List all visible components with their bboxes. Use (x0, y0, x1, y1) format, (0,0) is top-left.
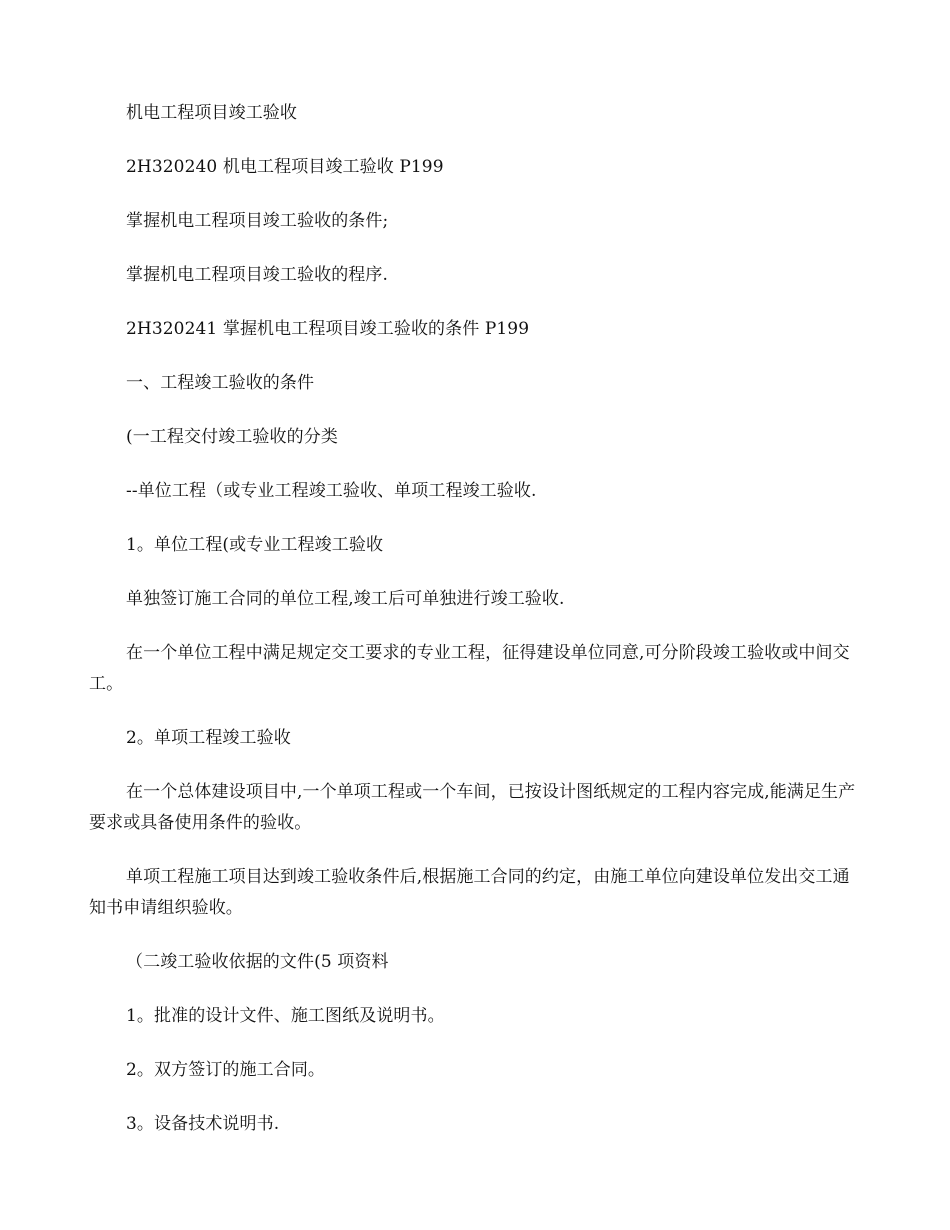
subsection-heading: (一工程交付竣工验收的分类 (126, 427, 338, 447)
document-body (89, 98, 861, 1140)
subsection-heading: 一、工程竣工验收的条件 (126, 373, 315, 393)
paragraph: 单独签订施工合同的单位工程,竣工后可单独进行竣工验收. (126, 589, 565, 609)
paragraph: 单项工程施工项目达到竣工验收条件后,根据施工合同的约定，由施工单位向建设单位发出交工通知书申请组织验收。 (89, 867, 850, 918)
list-item: 2。单项工程竣工验收 (126, 728, 291, 748)
paragraph: 在一个总体建设项目中,一个单项工程或一个车间，已按设计图纸规定的工程内容完成,能满足生产要求或具备使用条件的验收。 (89, 782, 856, 833)
paragraph: 掌握机电工程项目竣工验收的程序. (126, 265, 389, 285)
paragraph: --单位工程（或专业工程竣工验收、单项工程竣工验收. (126, 481, 537, 501)
list-item: 1。批准的设计文件、施工图纸及说明书。 (126, 1006, 445, 1026)
document-title: 机电工程项目竣工验收 (126, 103, 297, 123)
paragraph: 在一个单位工程中满足规定交工要求的专业工程，征得建设单位同意,可分阶段竣工验收或中间交工。 (89, 643, 850, 694)
list-item: 1。单位工程(或专业工程竣工验收 (126, 535, 384, 555)
subsection-heading: （二竣工验收依据的文件(5 项资料 (126, 952, 389, 972)
paragraph: 掌握机电工程项目竣工验收的条件; (126, 211, 389, 231)
section-heading: 2H320240 机电工程项目竣工验收 P199 (126, 157, 444, 177)
list-item: 3。设备技术说明书. (126, 1114, 280, 1134)
list-item: 2。双方签订的施工合同。 (126, 1060, 326, 1080)
section-heading: 2H320241 掌握机电工程项目竣工验收的条件 P199 (126, 319, 530, 339)
